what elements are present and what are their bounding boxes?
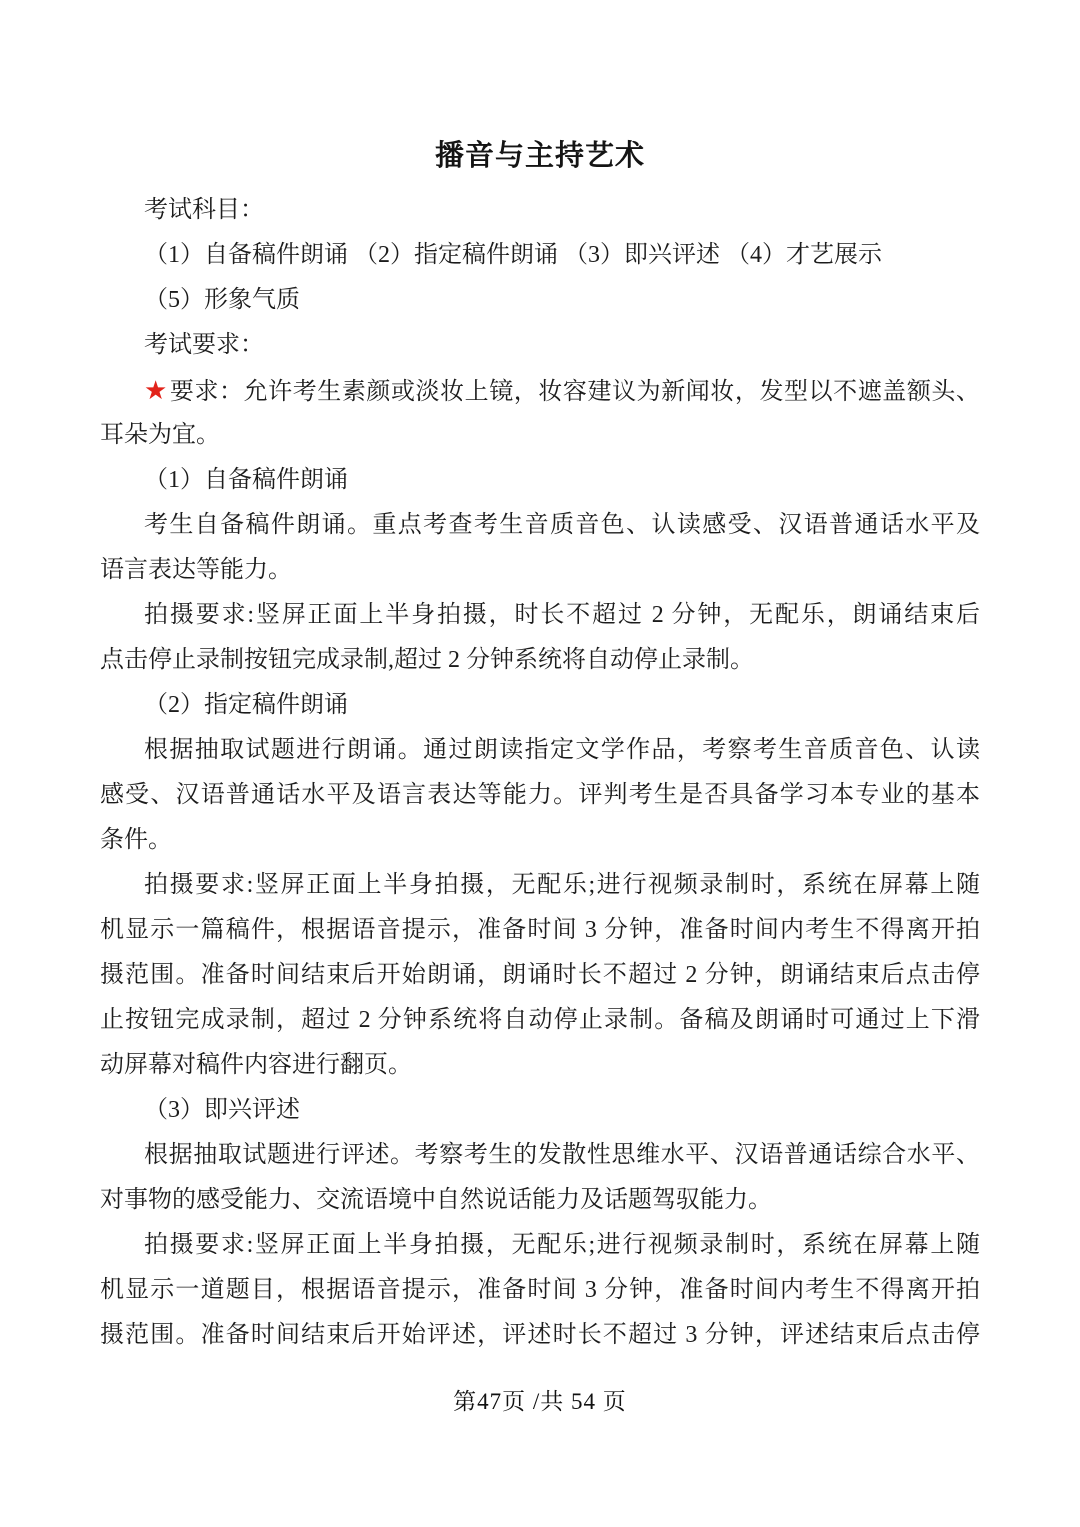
text-line: 止按钮完成录制，超过 2 分钟系统将自动停止录制。备稿及朗诵时可通过上下滑 bbox=[100, 1007, 980, 1033]
text-line: 语言表达等能力。 bbox=[100, 557, 292, 583]
text-line: 感受、汉语普通话水平及语言表达等能力。评判考生是否具备学习本专业的基本 bbox=[100, 782, 980, 808]
text-line: （1）自备稿件朗诵 bbox=[144, 467, 348, 493]
text-line: 考试科目： bbox=[144, 197, 264, 223]
text-line: 考试要求： bbox=[144, 332, 264, 358]
star-icon: ★ bbox=[144, 376, 168, 405]
text-line: 拍摄要求:竖屏正面上半身拍摄，无配乐;进行视频录制时，系统在屏幕上随 bbox=[144, 872, 980, 898]
text-line: 摄范围。准备时间结束后开始评述，评述时长不超过 3 分钟，评述结束后点击停 bbox=[100, 1322, 980, 1348]
text-line: （1）自备稿件朗诵 （2）指定稿件朗诵 （3）即兴评述 （4）才艺展示 bbox=[144, 242, 882, 268]
page-title: 播音与主持艺术 bbox=[434, 140, 645, 172]
text-line: 机显示一道题目，根据语音提示，准备时间 3 分钟，准备时间内考生不得离开拍 bbox=[100, 1277, 980, 1303]
text-line: （5）形象气质 bbox=[144, 287, 300, 313]
document-body bbox=[0, 188, 1080, 1358]
text-line: （3）即兴评述 bbox=[144, 1097, 300, 1123]
text-line: 动屏幕对稿件内容进行翻页。 bbox=[100, 1052, 412, 1078]
text-line: 机显示一篇稿件，根据语音提示，准备时间 3 分钟，准备时间内考生不得离开拍 bbox=[100, 917, 980, 943]
text-line: （2）指定稿件朗诵 bbox=[144, 692, 348, 718]
text-line: 拍摄要求:竖屏正面上半身拍摄，无配乐;进行视频录制时，系统在屏幕上随 bbox=[144, 1232, 980, 1258]
text-line: 摄范围。准备时间结束后开始朗诵，朗诵时长不超过 2 分钟，朗诵结束后点击停 bbox=[100, 962, 980, 988]
page-number: 第47页 /共 54 页 bbox=[453, 1389, 627, 1414]
text-line: 考生自备稿件朗诵。重点考查考生音质音色、认读感受、汉语普通话水平及 bbox=[144, 512, 980, 538]
text-line: ★要求：允许考生素颜或淡妆上镜，妆容建议为新闻妆，发型以不遮盖额头、 bbox=[144, 376, 980, 405]
text-line: 根据抽取试题进行评述。考察考生的发散性思维水平、汉语普通话综合水平、 bbox=[144, 1142, 980, 1168]
text-line: 点击停止录制按钮完成录制,超过 2 分钟系统将自动停止录制。 bbox=[100, 647, 754, 673]
text-line: 条件。 bbox=[100, 827, 172, 853]
text-line: 根据抽取试题进行朗诵。通过朗读指定文学作品，考察考生音质音色、认读 bbox=[144, 737, 980, 763]
text-line: 拍摄要求:竖屏正面上半身拍摄，时长不超过 2 分钟，无配乐，朗诵结束后 bbox=[144, 602, 980, 628]
text-line: 对事物的感受能力、交流语境中自然说话能力及话题驾驭能力。 bbox=[100, 1187, 772, 1213]
text-line: 耳朵为宜。 bbox=[100, 422, 220, 448]
